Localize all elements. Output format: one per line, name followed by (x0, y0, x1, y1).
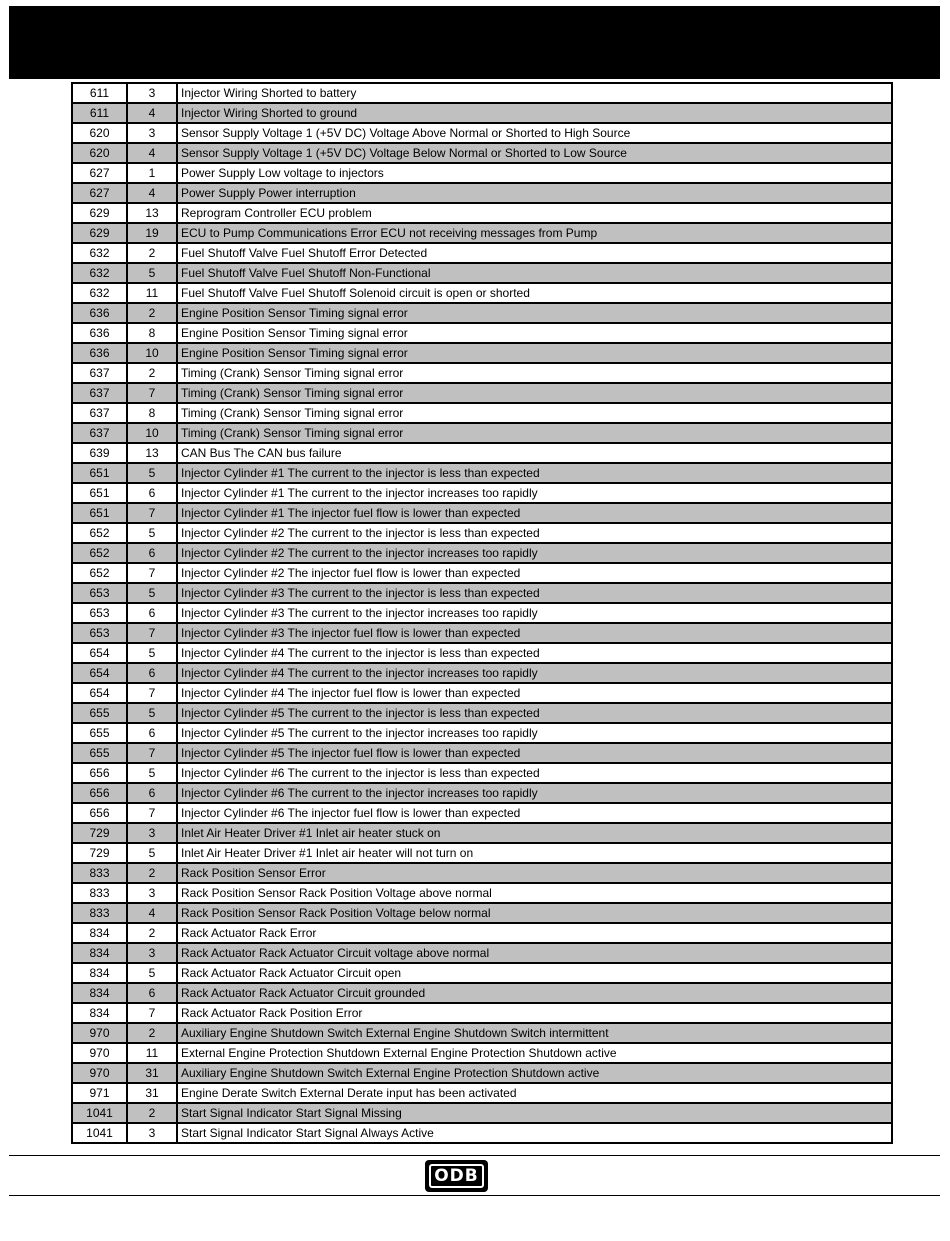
spn-cell: 636 (73, 303, 127, 323)
description-cell: Timing (Crank) Sensor Timing signal error (177, 363, 891, 383)
table-row (73, 143, 891, 163)
spn-cell: 651 (73, 463, 127, 483)
spn-cell: 639 (73, 443, 127, 463)
fmi-cell: 6 (127, 783, 177, 803)
table-row (73, 723, 891, 743)
table-row (73, 583, 891, 603)
fmi-cell: 3 (127, 123, 177, 143)
fault-code-table-body (73, 84, 891, 1142)
table-row (73, 103, 891, 123)
description-cell: Engine Derate Switch External Derate input has been activated (177, 1083, 891, 1103)
table-row (73, 783, 891, 803)
spn-cell: 656 (73, 803, 127, 823)
fmi-cell: 7 (127, 623, 177, 643)
description-cell: Injector Cylinder #5 The current to the injector increases too rapidly (177, 723, 891, 743)
spn-cell: 629 (73, 223, 127, 243)
description-cell: Injector Cylinder #3 The injector fuel flow is lower than expected (177, 623, 891, 643)
description-cell: Rack Actuator Rack Actuator Circuit open (177, 963, 891, 983)
table-row (73, 243, 891, 263)
spn-cell: 833 (73, 883, 127, 903)
table-row (73, 863, 891, 883)
description-cell: Injector Cylinder #4 The injector fuel flow is lower than expected (177, 683, 891, 703)
description-cell: Injector Cylinder #3 The current to the injector is less than expected (177, 583, 891, 603)
spn-cell: 620 (73, 143, 127, 163)
spn-cell: 970 (73, 1023, 127, 1043)
description-cell: Rack Actuator Rack Actuator Circuit grounded (177, 983, 891, 1003)
table-row (73, 603, 891, 623)
spn-cell: 611 (73, 103, 127, 123)
fmi-cell: 2 (127, 923, 177, 943)
fmi-cell: 4 (127, 903, 177, 923)
fmi-cell: 31 (127, 1083, 177, 1103)
table-row (73, 1003, 891, 1023)
description-cell: Fuel Shutoff Valve Fuel Shutoff Solenoid circuit is open or shorted (177, 283, 891, 303)
table-row (73, 883, 891, 903)
spn-cell: 620 (73, 123, 127, 143)
description-cell: Reprogram Controller ECU problem (177, 203, 891, 223)
fmi-cell: 6 (127, 543, 177, 563)
description-cell: Fuel Shutoff Valve Fuel Shutoff Error Detected (177, 243, 891, 263)
spn-cell: 970 (73, 1043, 127, 1063)
fmi-cell: 13 (127, 443, 177, 463)
footer-divider-top (9, 1155, 940, 1156)
spn-cell: 834 (73, 923, 127, 943)
table-row (73, 1023, 891, 1043)
table-row (73, 343, 891, 363)
spn-cell: 651 (73, 483, 127, 503)
description-cell: Engine Position Sensor Timing signal error (177, 303, 891, 323)
spn-cell: 637 (73, 363, 127, 383)
table-row (73, 283, 891, 303)
description-cell: CAN Bus The CAN bus failure (177, 443, 891, 463)
fmi-cell: 7 (127, 683, 177, 703)
fmi-cell: 31 (127, 1063, 177, 1083)
table-row (73, 683, 891, 703)
spn-cell: 632 (73, 263, 127, 283)
fmi-cell: 5 (127, 523, 177, 543)
spn-cell: 833 (73, 863, 127, 883)
table-row (73, 923, 891, 943)
description-cell: Injector Cylinder #1 The current to the injector increases too rapidly (177, 483, 891, 503)
spn-cell: 632 (73, 243, 127, 263)
fmi-cell: 7 (127, 743, 177, 763)
table-row (73, 84, 891, 103)
table-row (73, 183, 891, 203)
fmi-cell: 2 (127, 863, 177, 883)
spn-cell: 636 (73, 343, 127, 363)
table-row (73, 1043, 891, 1063)
fmi-cell: 7 (127, 503, 177, 523)
spn-cell: 653 (73, 603, 127, 623)
fmi-cell: 8 (127, 403, 177, 423)
spn-cell: 632 (73, 283, 127, 303)
fmi-cell: 5 (127, 703, 177, 723)
fmi-cell: 11 (127, 1043, 177, 1063)
description-cell: Rack Position Sensor Rack Position Voltage below normal (177, 903, 891, 923)
fmi-cell: 2 (127, 1103, 177, 1123)
fmi-cell: 2 (127, 243, 177, 263)
odb-logo-text: ODB (429, 1164, 484, 1188)
description-cell: Timing (Crank) Sensor Timing signal error (177, 403, 891, 423)
footer-divider-bottom (9, 1195, 940, 1196)
table-row (73, 663, 891, 683)
spn-cell: 653 (73, 623, 127, 643)
table-row (73, 703, 891, 723)
spn-cell: 637 (73, 383, 127, 403)
table-row (73, 323, 891, 343)
description-cell: Rack Position Sensor Rack Position Voltage above normal (177, 883, 891, 903)
fault-code-table (71, 82, 893, 1144)
description-cell: Start Signal Indicator Start Signal Missing (177, 1103, 891, 1123)
table-row (73, 983, 891, 1003)
table-row (73, 443, 891, 463)
spn-cell: 636 (73, 323, 127, 343)
spn-cell: 652 (73, 543, 127, 563)
fmi-cell: 4 (127, 103, 177, 123)
description-cell: Injector Wiring Shorted to ground (177, 103, 891, 123)
table-row (73, 743, 891, 763)
table-row (73, 503, 891, 523)
description-cell: Inlet Air Heater Driver #1 Inlet air heater will not turn on (177, 843, 891, 863)
table-row (73, 123, 891, 143)
fmi-cell: 11 (127, 283, 177, 303)
fmi-cell: 2 (127, 1023, 177, 1043)
table-row (73, 483, 891, 503)
description-cell: Auxiliary Engine Shutdown Switch External Engine Protection Shutdown active (177, 1063, 891, 1083)
spn-cell: 834 (73, 983, 127, 1003)
spn-cell: 729 (73, 843, 127, 863)
description-cell: Power Supply Power interruption (177, 183, 891, 203)
odb-logo (425, 1160, 488, 1192)
fmi-cell: 3 (127, 1123, 177, 1142)
spn-cell: 637 (73, 423, 127, 443)
table-row (73, 363, 891, 383)
fmi-cell: 10 (127, 343, 177, 363)
table-row (73, 803, 891, 823)
description-cell: Injector Cylinder #2 The injector fuel flow is lower than expected (177, 563, 891, 583)
description-cell: Engine Position Sensor Timing signal error (177, 343, 891, 363)
spn-cell: 655 (73, 703, 127, 723)
table-row (73, 383, 891, 403)
description-cell: Injector Cylinder #2 The current to the injector is less than expected (177, 523, 891, 543)
spn-cell: 834 (73, 963, 127, 983)
table-row (73, 963, 891, 983)
table-row (73, 263, 891, 283)
spn-cell: 627 (73, 183, 127, 203)
table-row (73, 1103, 891, 1123)
table-row (73, 463, 891, 483)
table-row (73, 643, 891, 663)
spn-cell: 1041 (73, 1123, 127, 1142)
table-row (73, 623, 891, 643)
spn-cell: 656 (73, 783, 127, 803)
table-row (73, 843, 891, 863)
spn-cell: 629 (73, 203, 127, 223)
table-row (73, 563, 891, 583)
spn-cell: 652 (73, 563, 127, 583)
fmi-cell: 3 (127, 883, 177, 903)
spn-cell: 637 (73, 403, 127, 423)
fmi-cell: 5 (127, 843, 177, 863)
spn-cell: 1041 (73, 1103, 127, 1123)
spn-cell: 655 (73, 743, 127, 763)
table-row (73, 203, 891, 223)
spn-cell: 833 (73, 903, 127, 923)
fmi-cell: 1 (127, 163, 177, 183)
spn-cell: 654 (73, 663, 127, 683)
description-cell: Injector Cylinder #5 The injector fuel flow is lower than expected (177, 743, 891, 763)
spn-cell: 654 (73, 683, 127, 703)
fmi-cell: 10 (127, 423, 177, 443)
spn-cell: 655 (73, 723, 127, 743)
fmi-cell: 5 (127, 583, 177, 603)
description-cell: Injector Cylinder #6 The current to the injector increases too rapidly (177, 783, 891, 803)
spn-cell: 651 (73, 503, 127, 523)
fmi-cell: 7 (127, 1003, 177, 1023)
fmi-cell: 8 (127, 323, 177, 343)
spn-cell: 627 (73, 163, 127, 183)
fmi-cell: 2 (127, 363, 177, 383)
table-row (73, 303, 891, 323)
table-row (73, 1083, 891, 1103)
fmi-cell: 7 (127, 383, 177, 403)
table-row (73, 823, 891, 843)
fmi-cell: 5 (127, 463, 177, 483)
description-cell: External Engine Protection Shutdown External Engine Protection Shutdown active (177, 1043, 891, 1063)
fmi-cell: 2 (127, 303, 177, 323)
description-cell: Inlet Air Heater Driver #1 Inlet air heater stuck on (177, 823, 891, 843)
description-cell: Rack Actuator Rack Error (177, 923, 891, 943)
description-cell: Rack Actuator Rack Actuator Circuit voltage above normal (177, 943, 891, 963)
fmi-cell: 5 (127, 963, 177, 983)
fmi-cell: 4 (127, 143, 177, 163)
description-cell: Engine Position Sensor Timing signal error (177, 323, 891, 343)
spn-cell: 970 (73, 1063, 127, 1083)
fmi-cell: 6 (127, 603, 177, 623)
description-cell: Sensor Supply Voltage 1 (+5V DC) Voltage Above Normal or Shorted to High Source (177, 123, 891, 143)
spn-cell: 653 (73, 583, 127, 603)
description-cell: Injector Cylinder #6 The injector fuel flow is lower than expected (177, 803, 891, 823)
table-row (73, 403, 891, 423)
description-cell: Injector Wiring Shorted to battery (177, 84, 891, 103)
spn-cell: 834 (73, 943, 127, 963)
table-row (73, 423, 891, 443)
fmi-cell: 13 (127, 203, 177, 223)
header-bar (9, 6, 940, 79)
spn-cell: 654 (73, 643, 127, 663)
description-cell: Injector Cylinder #4 The current to the injector is less than expected (177, 643, 891, 663)
description-cell: Injector Cylinder #3 The current to the injector increases too rapidly (177, 603, 891, 623)
fmi-cell: 6 (127, 723, 177, 743)
fmi-cell: 7 (127, 803, 177, 823)
fmi-cell: 7 (127, 563, 177, 583)
fmi-cell: 5 (127, 643, 177, 663)
description-cell: Injector Cylinder #6 The current to the injector is less than expected (177, 763, 891, 783)
fmi-cell: 3 (127, 943, 177, 963)
fmi-cell: 5 (127, 263, 177, 283)
spn-cell: 729 (73, 823, 127, 843)
description-cell: Rack Position Sensor Error (177, 863, 891, 883)
description-cell: Injector Cylinder #2 The current to the injector increases too rapidly (177, 543, 891, 563)
fmi-cell: 3 (127, 84, 177, 103)
fmi-cell: 6 (127, 483, 177, 503)
spn-cell: 652 (73, 523, 127, 543)
spn-cell: 971 (73, 1083, 127, 1103)
fmi-cell: 5 (127, 763, 177, 783)
description-cell: Sensor Supply Voltage 1 (+5V DC) Voltage Below Normal or Shorted to Low Source (177, 143, 891, 163)
description-cell: Timing (Crank) Sensor Timing signal error (177, 423, 891, 443)
table-row (73, 903, 891, 923)
spn-cell: 834 (73, 1003, 127, 1023)
spn-cell: 611 (73, 84, 127, 103)
description-cell: Injector Cylinder #1 The current to the injector is less than expected (177, 463, 891, 483)
description-cell: ECU to Pump Communications Error ECU not receiving messages from Pump (177, 223, 891, 243)
fmi-cell: 4 (127, 183, 177, 203)
table-row (73, 223, 891, 243)
table-row (73, 523, 891, 543)
table-row (73, 943, 891, 963)
fmi-cell: 3 (127, 823, 177, 843)
description-cell: Injector Cylinder #1 The injector fuel flow is lower than expected (177, 503, 891, 523)
table-row (73, 1123, 891, 1142)
description-cell: Start Signal Indicator Start Signal Always Active (181, 1126, 434, 1140)
spn-cell: 656 (73, 763, 127, 783)
description-cell: Timing (Crank) Sensor Timing signal error (177, 383, 891, 403)
fmi-cell: 6 (127, 983, 177, 1003)
description-cell: Power Supply Low voltage to injectors (177, 163, 891, 183)
description-cell: Injector Cylinder #5 The current to the injector is less than expected (177, 703, 891, 723)
description-cell: Rack Actuator Rack Position Error (177, 1003, 891, 1023)
table-row (73, 163, 891, 183)
table-row (73, 763, 891, 783)
description-cell: Injector Cylinder #4 The current to the injector increases too rapidly (177, 663, 891, 683)
fmi-cell: 19 (127, 223, 177, 243)
description-cell: Fuel Shutoff Valve Fuel Shutoff Non-Functional (177, 263, 891, 283)
table-row (73, 543, 891, 563)
description-cell: Auxiliary Engine Shutdown Switch External Engine Shutdown Switch intermittent (177, 1023, 891, 1043)
table-row (73, 1063, 891, 1083)
fmi-cell: 6 (127, 663, 177, 683)
